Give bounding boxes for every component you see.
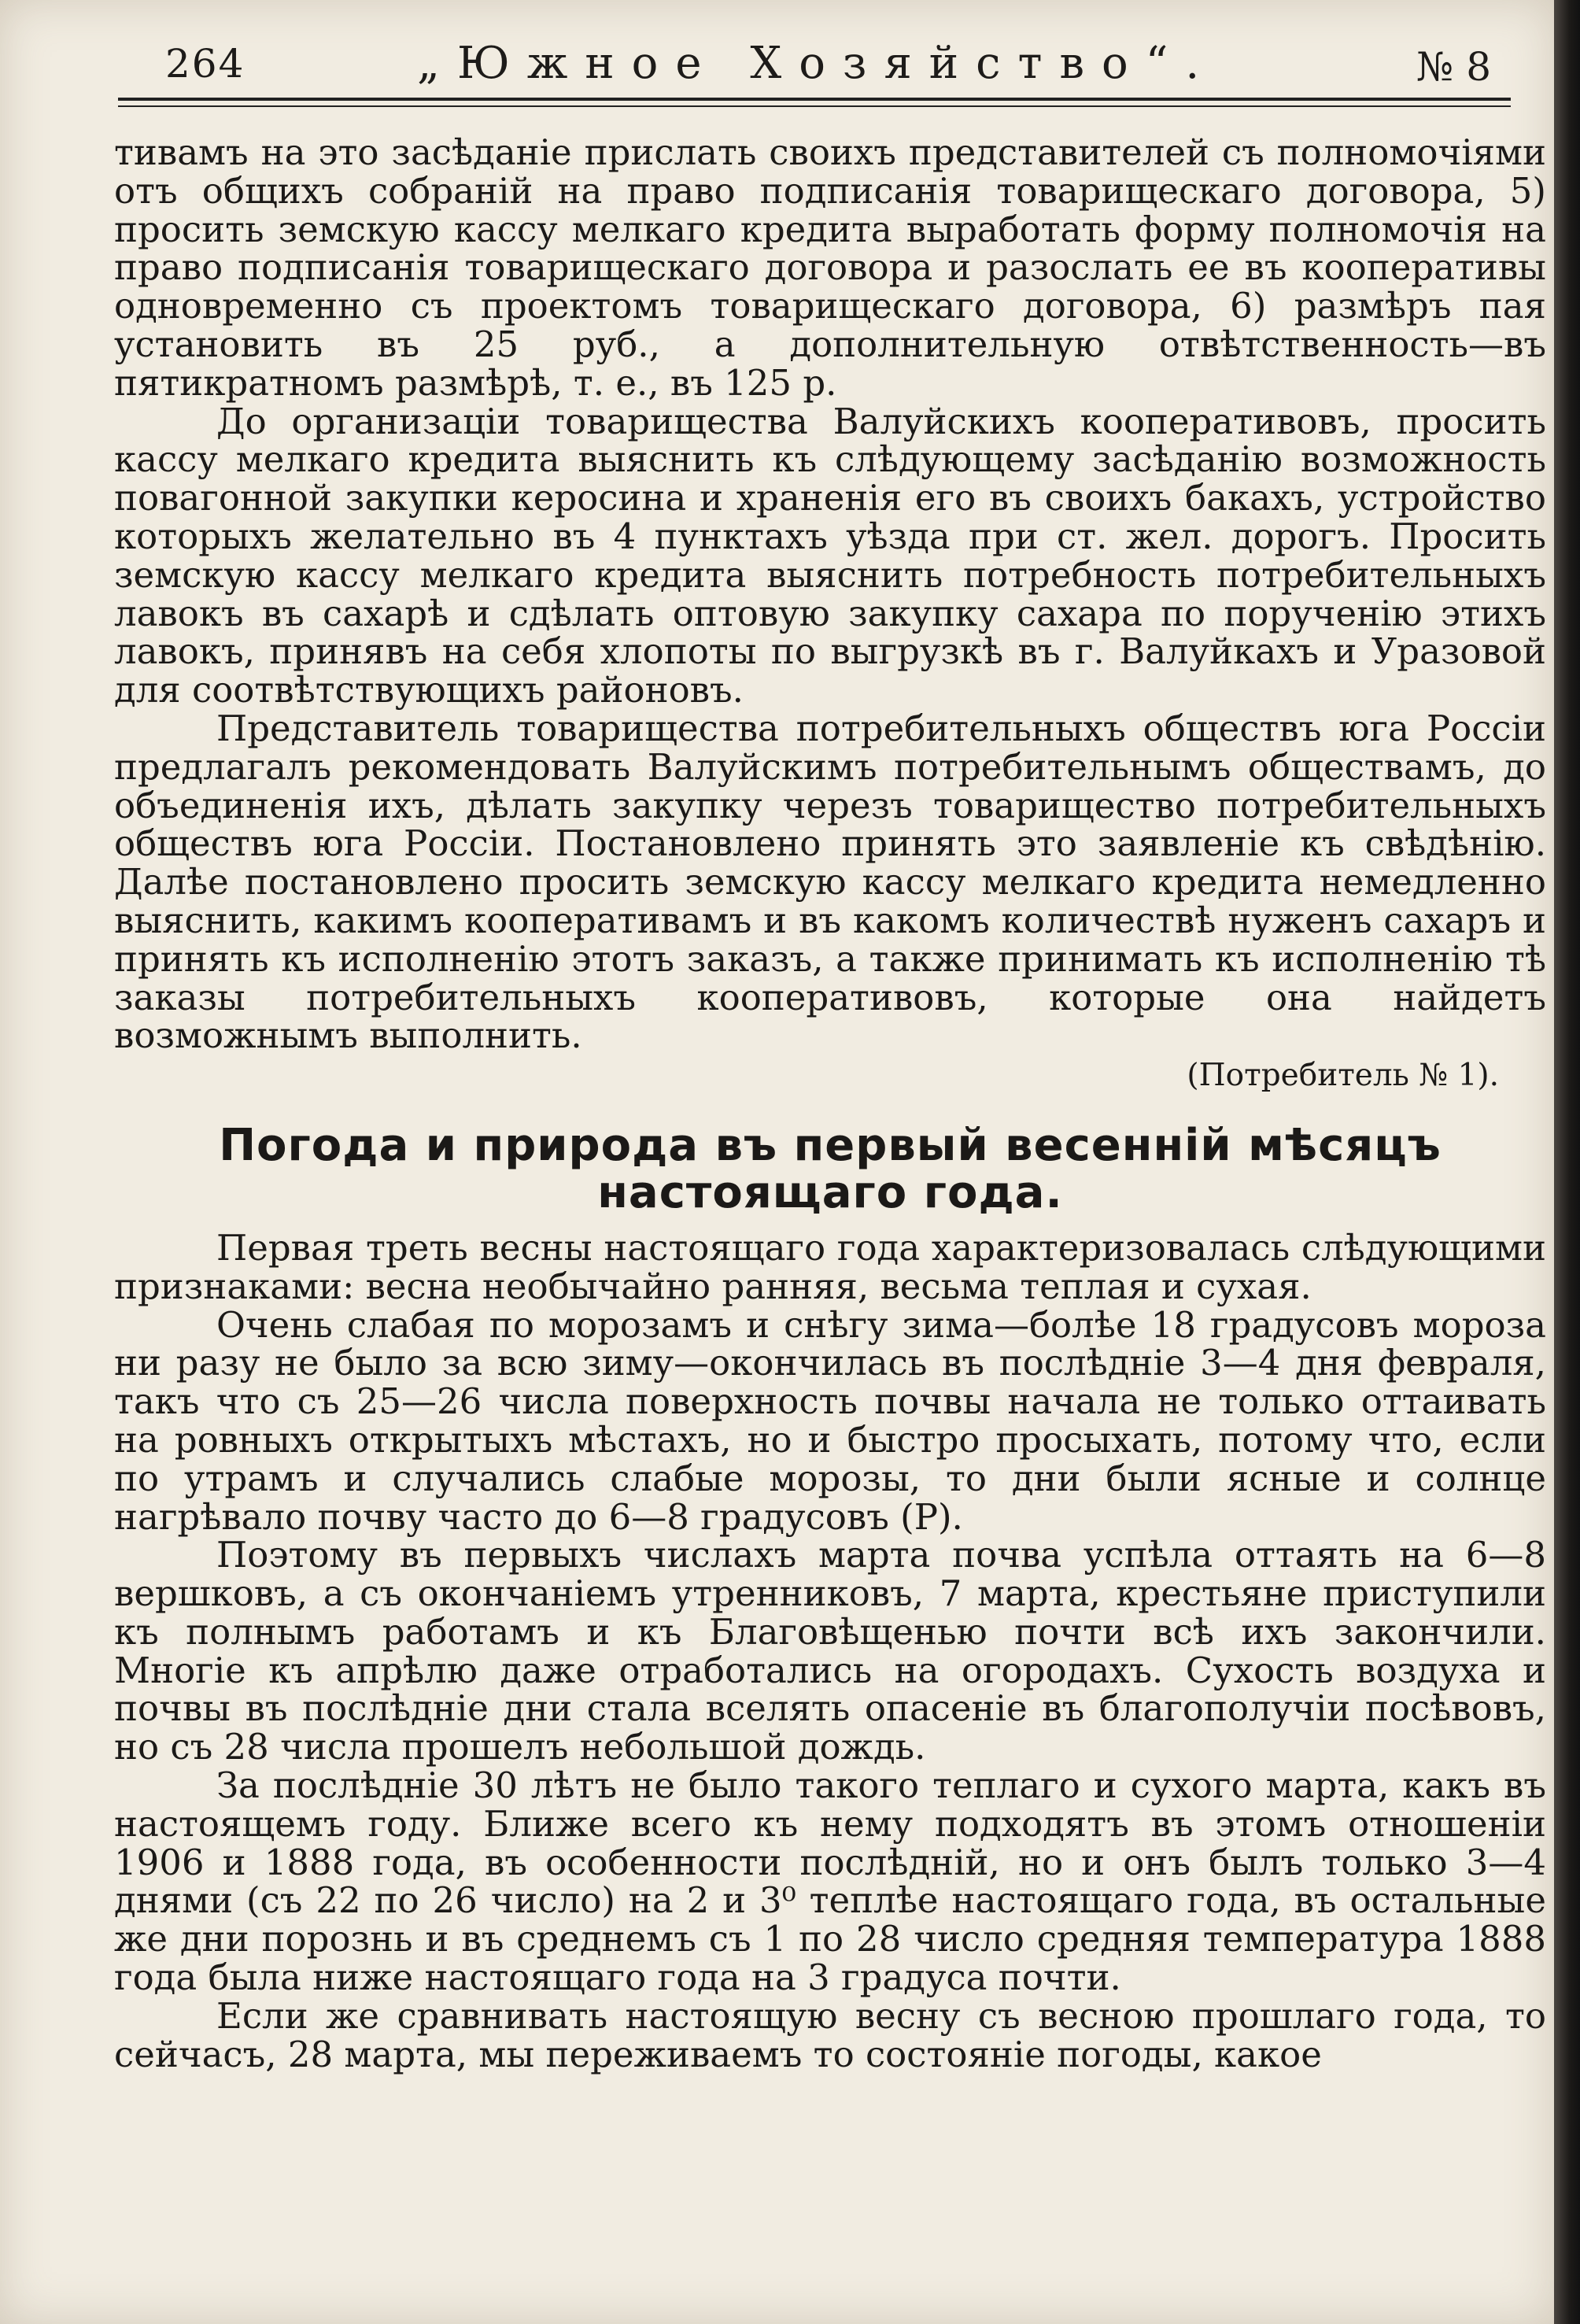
page-binding-edge bbox=[1554, 0, 1580, 2324]
paragraph: До организаціи товарищества Валуйскихъ кооперативовъ, просить кассу мелкаго кредита выяснить къ слѣдующему засѣданію возможность повагонной закупки керосина и храненія его въ своихъ бакахъ, устройство которыхъ желательно въ 4 пунктахъ уѣзда при ст. жел. дорогъ. Просить земскую кассу мелкаго кредита выяснить потребность потребительныхъ лавокъ въ сахарѣ и сдѣлать оптовую закупку сахара по порученію этихъ лавокъ, принявъ на себя хлопоты по выгрузкѣ въ г. Валуйкахъ и Уразовой для соотвѣтствующихъ районовъ. bbox=[114, 400, 1546, 711]
source-citation: (Потребитель № 1). bbox=[1187, 1058, 1499, 1094]
paragraph: тивамъ на это засѣданіе прислать своихъ представителей съ полномочіями отъ общихъ собраній на право подписанія товарищескаго договора, 5) просить земскую кассу мелкаго кредита выработать форму полномочія на право подписанія товарищескаго договора и разослать ее въ кооперативы одновременно съ проектомъ товарищескаго договора, 6) размѣръ пая установить въ 25 руб., а дополнительную отвѣтственность—въ пятикратномъ размѣрѣ, т. е., въ 125 р. bbox=[114, 131, 1546, 404]
paragraph: Представитель товарищества потребительныхъ обществъ юга Россіи предлагалъ рекомендовать Валуйскимъ потребительнымъ обществамъ, до объединенія ихъ, дѣлать закупку черезъ товарищество потребительныхъ обществъ юга Россіи. Постановлено принять это заявленіе къ свѣдѣнію. Далѣе постановлено просить земскую кассу мелкаго кредита немедленно выяснить, какимъ кооперативамъ и въ какомъ количествѣ нуженъ сахаръ и принять къ исполненію этотъ заказъ, а также принимать къ исполненію тѣ заказы потребительныхъ кооперативовъ, которые она найдетъ возможнымъ выполнить. bbox=[114, 707, 1546, 1057]
page-header bbox=[118, 38, 1519, 96]
paragraph: Поэтому въ первыхъ числахъ марта почва успѣла оттаять на 6—8 вершковъ, а съ окончаніемъ утренниковъ, 7 марта, крестьяне приступили къ полнымъ работамъ и къ Благовѣщенью почти всѣ ихъ закончили. Многіе къ апрѣлю даже отработались на огородахъ. Сухость воздуха и почвы въ послѣдніе дни стала вселять опасеніе въ благополучіи посѣвовъ, но съ 28 числа прошелъ небольшой дождь. bbox=[114, 1534, 1546, 1768]
running-title: „Южное Хозяйство“. bbox=[417, 38, 1217, 89]
issue-number: № 8 bbox=[1416, 44, 1492, 90]
header-rule-thick bbox=[118, 98, 1511, 101]
article-body bbox=[114, 131, 1546, 2075]
paragraph: Если же сравнивать настоящую весну съ весною прошлаго года, то сейчасъ, 28 марта, мы переживаемъ то состояніе погоды, какое bbox=[114, 1994, 1546, 2075]
paragraph: За послѣдніе 30 лѣтъ не было такого теплаго и сухого марта, какъ въ настоящемъ году. Ближе всего къ нему подходятъ въ этомъ отношеніи 1906 и 1888 года, въ особенности послѣдній, но и онъ былъ только 3—4 днями (съ 22 по 26 число) на 2 и 3⁰ теплѣе настоящаго года, въ остальные же дни порознь и въ среднемъ съ 1 по 28 число средняя температура 1888 года была ниже настоящаго года на 3 градуса почти. bbox=[114, 1764, 1546, 1999]
paragraph: Первая треть весны настоящаго года характеризовалась слѣдующими признаками: весна необычайно ранняя, весьма теплая и сухая. bbox=[114, 1226, 1546, 1307]
page-number: 264 bbox=[165, 41, 245, 87]
header-rule-thin bbox=[118, 105, 1511, 107]
paragraph: Очень слабая по морозамъ и снѣгу зима—болѣе 18 градусовъ мороза ни разу не было за всю зиму—окончилась въ послѣдніе 3—4 дня февраля, такъ что съ 25—26 числа поверхность почвы начала не только оттаивать на ровныхъ открытыхъ мѣстахъ, но и быстро просыхать, потому что, если по утрамъ и случались слабые морозы, то дни были ясные и солнце нагрѣвало почву часто до 6—8 градусовъ (Р). bbox=[114, 1303, 1546, 1538]
section-heading: Погода и природа въ первый весенній мѣсяцъ настоящаго года. bbox=[219, 1119, 1442, 1218]
